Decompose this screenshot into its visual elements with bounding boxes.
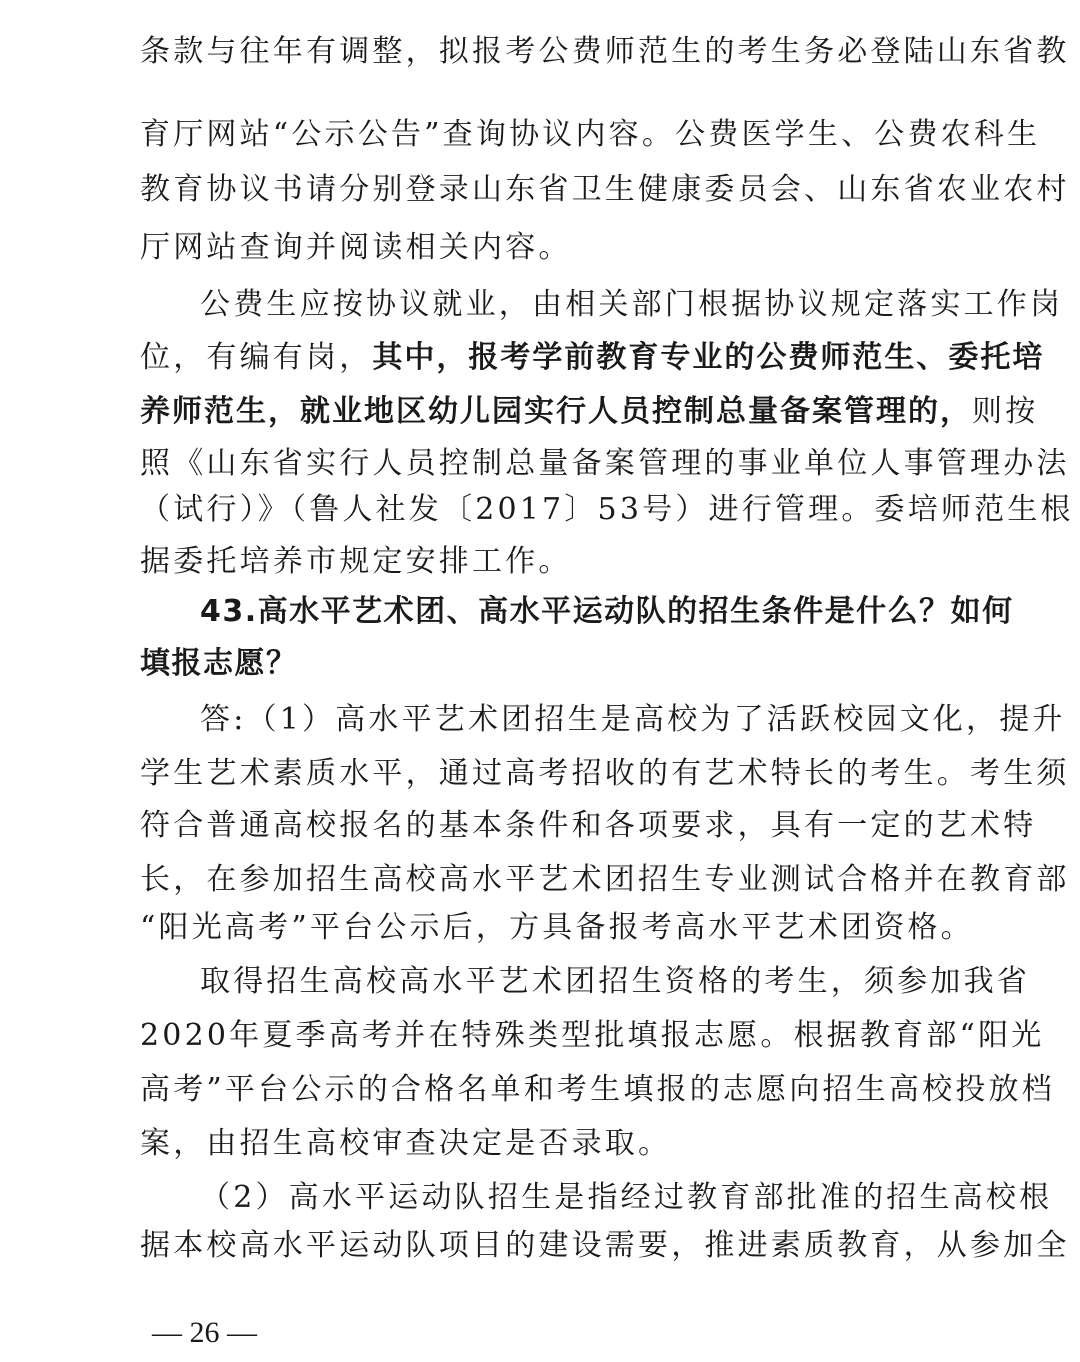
text-line: 条款与往年有调整，拟报考公费师范生的考生务必登陆山东省教 — [140, 34, 1070, 69]
text-line: 据本校高水平运动队项目的建设需要，推进素质教育，从参加全 — [140, 1228, 1070, 1263]
text-line: 取得招生高校高水平艺术团招生资格的考生，须参加我省 — [200, 964, 1030, 999]
emphasis-text: 养师范生，就业地区幼儿园实行人员控制总量备案管理的， — [140, 394, 972, 429]
text-line-mixed — [140, 392, 1039, 432]
text-line: 答:（1）高水平艺术团招生是高校为了活跃校园文化，提升 — [200, 702, 1066, 737]
text-line-mixed — [140, 338, 1045, 378]
text-line: （试行）》（鲁人社发〔2017〕53号）进行管理。委培师范生根 — [140, 492, 1074, 527]
text-line: 公费生应按协议就业，由相关部门根据协议规定落实工作岗 — [200, 287, 1064, 322]
question-heading: 填报志愿？ — [140, 646, 298, 681]
text-line: 高考”平台公示的合格名单和考生填报的志愿向招生高校投放档 — [140, 1072, 1055, 1107]
text-line: （2）高水平运动队招生是指经过教育部批准的招生高校根 — [200, 1180, 1053, 1215]
page-number: — 26 — — [152, 1316, 257, 1349]
emphasis-text: 其中，报考学前教育专业的公费师范生、委托培 — [372, 340, 1045, 375]
text-line: 育厅网站“公示公告”查询协议内容。公费医学生、公费农科生 — [140, 117, 1041, 152]
text-span: 位，有编有岗， — [140, 340, 373, 375]
question-heading: 43.高水平艺术团、高水平运动队的招生条件是什么？如何 — [200, 594, 1014, 629]
text-line: 照《山东省实行人员控制总量备案管理的事业单位人事管理办法 — [140, 446, 1070, 481]
text-line: 2020年夏季高考并在特殊类型批填报志愿。根据教育部“阳光 — [140, 1018, 1045, 1053]
text-span: 则按 — [972, 394, 1039, 429]
text-line: 据委托培养市规定安排工作。 — [140, 544, 572, 579]
text-line: 案，由招生高校审查决定是否录取。 — [140, 1126, 672, 1161]
text-line: 符合普通高校报名的基本条件和各项要求，具有一定的艺术特 — [140, 808, 1037, 843]
text-line: 学生艺术素质水平，通过高考招收的有艺术特长的考生。考生须 — [140, 756, 1070, 791]
text-line: 厅网站查询并阅读相关内容。 — [140, 230, 572, 265]
text-line: “阳光高考”平台公示后，方具备报考高水平艺术团资格。 — [140, 910, 974, 945]
text-line: 长，在参加招生高校高水平艺术团招生专业测试合格并在教育部 — [140, 862, 1070, 897]
text-line: 教育协议书请分别登录山东省卫生健康委员会、山东省农业农村 — [140, 172, 1070, 207]
